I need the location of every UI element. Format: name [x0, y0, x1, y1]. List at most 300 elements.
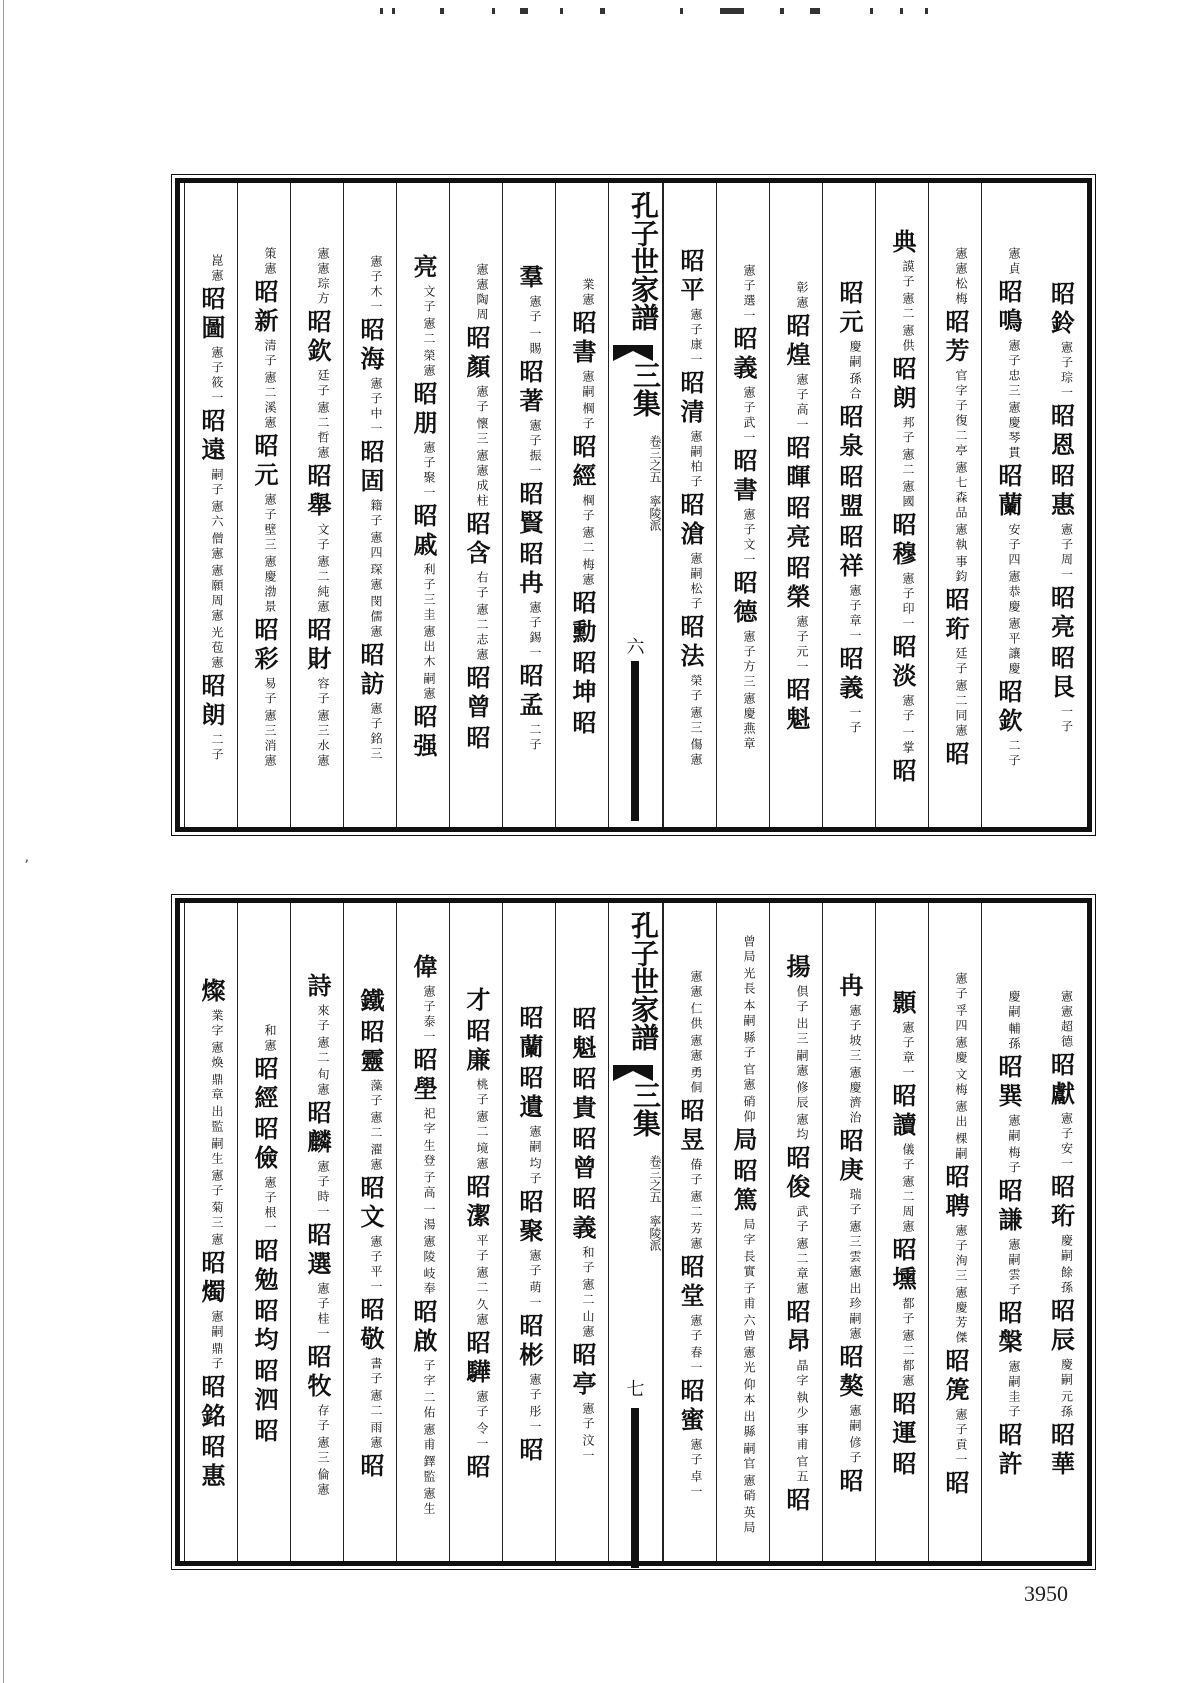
lineage-note: 山憲 — [581, 1310, 595, 1340]
column-entries — [397, 191, 449, 825]
lineage-note: 來子 — [316, 1003, 330, 1034]
lineage-note: 憲子 — [475, 1390, 489, 1420]
person-name: 昭新 — [250, 279, 279, 337]
person-name: 昭華 — [1046, 1422, 1076, 1480]
lineage-note: 廷子 — [954, 646, 968, 677]
person-name: 昭含 — [462, 510, 491, 569]
genealogy-column — [555, 903, 608, 1561]
person-name: 昭啟 — [409, 1298, 438, 1357]
person-name: 昭泉 — [835, 404, 864, 462]
person-name: 昭曾 — [462, 664, 491, 723]
lineage-note: 棡子 — [581, 401, 595, 432]
lineage-note: 汶一 — [581, 1434, 595, 1464]
genealogy-column — [663, 183, 716, 827]
lineage-note: 嗣憲 — [422, 672, 436, 702]
edition-label: 三集 — [629, 1081, 662, 1137]
lineage-note: 憲生 — [422, 1486, 436, 1517]
person-name: 冉 — [835, 973, 864, 1002]
lineage-note: 二佑 — [422, 1390, 436, 1421]
lineage-note: 憲憲成柱 — [475, 448, 489, 509]
genealogy-column — [290, 903, 343, 1561]
lineage-note: 憲二 — [369, 1389, 383, 1419]
genealogy-column — [822, 903, 875, 1561]
column-entries — [291, 911, 343, 1559]
lineage-note: 子字 — [422, 1358, 436, 1389]
book-title: 孔子世家譜 — [627, 191, 660, 331]
lineage-note: 憲二 — [581, 525, 595, 556]
person-name: 昭惠 — [1046, 463, 1076, 521]
genealogy-column — [343, 183, 396, 827]
person-name: 昭庚 — [835, 1128, 864, 1186]
lineage-note: 一掌 — [901, 726, 915, 756]
person-name: 典 — [888, 229, 917, 258]
person-name: 昭義 — [568, 1186, 597, 1244]
lineage-note: 出監 — [210, 1105, 224, 1135]
genealogy-column — [822, 183, 875, 827]
lineage-note: 憲二 — [901, 292, 915, 322]
person-name: 昭壎 — [888, 1237, 917, 1295]
lineage-note: 憲三 — [316, 1435, 330, 1466]
lineage-note: 子甫 — [742, 1281, 756, 1312]
lineage-note: 平子 — [475, 1234, 489, 1264]
person-name: 昭 — [250, 1417, 279, 1447]
genealogy-column — [928, 183, 981, 827]
genealogy-column — [343, 903, 396, 1561]
lineage-note: 憲憲 — [689, 1034, 703, 1064]
lineage-note: 令一 — [475, 1422, 489, 1452]
person-name: 昭海 — [356, 316, 385, 375]
person-name: 昭魁 — [568, 1006, 597, 1064]
person-name: 亮 — [409, 254, 438, 283]
lineage-note: 憲均 — [795, 1113, 809, 1143]
fishtail-mark — [613, 1065, 653, 1081]
lineage-note: 光長 — [742, 966, 756, 997]
person-name: 昭訪 — [356, 641, 385, 700]
lineage-note: 憲子 — [475, 384, 489, 415]
lineage-note: 憲子平一 — [369, 1235, 383, 1295]
genealogy-column — [502, 903, 555, 1561]
lineage-note: 文子 — [422, 285, 436, 315]
column-entries — [823, 191, 875, 825]
lineage-note: 仰本 — [742, 1377, 756, 1408]
genealogy-column — [237, 903, 290, 1561]
lineage-note: 清子 — [263, 339, 277, 369]
lineage-note: 僧憲 — [210, 531, 224, 562]
lineage-note: 憲子元一 — [795, 615, 809, 675]
lineage-note: 偆子 — [689, 1158, 703, 1188]
column-entries — [344, 911, 396, 1559]
lineage-note: 憲子泰一 — [422, 984, 436, 1045]
person-name: 昭辰 — [1046, 1298, 1076, 1356]
lineage-note: 憲子桂一 — [316, 1281, 330, 1342]
lineage-note: 嗣子 — [210, 467, 224, 498]
person-name: 昭朋 — [409, 381, 438, 439]
person-name: 詩 — [303, 972, 332, 1002]
column-entries — [185, 191, 237, 825]
column-entries — [503, 191, 555, 825]
lineage-note: 憲子 — [528, 294, 542, 325]
person-name: 昭彬 — [515, 1312, 544, 1371]
lineage-note: 均子 — [528, 1156, 542, 1187]
column-entries — [556, 911, 608, 1559]
lineage-note: 憲二 — [901, 448, 915, 478]
lineage-note: 廷子 — [316, 369, 330, 399]
person-name: 昭 — [782, 1487, 811, 1516]
column-entries — [503, 911, 555, 1559]
lineage-note: 憲子坡三 — [848, 1004, 862, 1064]
lineage-note: 一湯 — [422, 1202, 436, 1233]
fishtail-bar — [631, 1408, 639, 1568]
person-name: 昭貴 — [568, 1066, 597, 1124]
genealogy-column — [769, 183, 822, 827]
lineage-note: 慶嗣 — [848, 340, 862, 370]
person-name: 昭煌 — [782, 313, 811, 371]
lineage-note: 憲甫 — [422, 1422, 436, 1453]
genealogy-column — [1034, 903, 1087, 1561]
lineage-note: 憲三雲憲 — [848, 1220, 862, 1280]
person-name: 昭勳 — [568, 589, 597, 648]
person-name: 昭固 — [356, 438, 385, 497]
genealogy-column — [981, 903, 1034, 1561]
lineage-note: 長實 — [742, 1249, 756, 1280]
lineage-note: 憲子文一 — [742, 508, 756, 568]
person-name: 昭鈴 — [1046, 281, 1076, 339]
lineage-note: 和憲 — [263, 1023, 277, 1054]
lineage-note: 偐子 — [848, 1436, 862, 1466]
person-name: 昭廉 — [462, 1018, 491, 1076]
lineage-note: 憲子安一 — [1059, 1112, 1074, 1172]
person-name: 昭敬 — [356, 1297, 385, 1355]
lineage-note: 二子 — [528, 722, 542, 753]
person-name: 昭壆 — [409, 1046, 438, 1105]
person-name: 偉 — [409, 953, 438, 983]
lineage-note: 憲三水憲 — [316, 709, 330, 769]
lineage-note: 執少 — [795, 1391, 809, 1421]
lineage-note: 憲憲陶周 — [475, 262, 489, 323]
column-entries — [823, 911, 875, 1559]
genealogy-column — [290, 183, 343, 827]
lineage-note: 憲子 — [581, 1402, 595, 1432]
lineage-note: 憲二 — [475, 1110, 489, 1140]
lineage-note: 嗣憲 — [795, 1049, 809, 1079]
lineage-note: 萌一 — [528, 1280, 542, 1311]
genealogy-column — [396, 903, 449, 1561]
column-entries — [185, 911, 237, 1559]
lineage-note: 憲慶燕章 — [742, 692, 756, 752]
column-entries — [770, 191, 822, 825]
person-name: 昭冉 — [515, 540, 544, 599]
lineage-note: 謨子 — [901, 260, 915, 290]
lineage-note: 縣子 — [742, 1030, 756, 1061]
genealogy-column — [928, 903, 981, 1561]
lineage-note: 憲三 — [689, 706, 703, 736]
lineage-note: 境憲 — [475, 1142, 489, 1172]
person-name: 昭燭 — [197, 1250, 226, 1308]
person-name: 昭惠 — [197, 1434, 226, 1492]
person-name: 昭昂 — [782, 1299, 811, 1357]
person-name: 昭强 — [409, 704, 438, 762]
column-entries — [929, 191, 981, 825]
lineage-note: 憲子 — [689, 1314, 703, 1344]
lineage-note: 書子 — [369, 1357, 383, 1387]
lineage-note: 憲子聚一 — [422, 441, 436, 501]
genealogy-column — [875, 183, 928, 827]
lineage-note: 憲子木一 — [369, 254, 383, 315]
person-name: 昭篤 — [729, 1157, 758, 1216]
person-name: 昭清 — [676, 370, 705, 428]
person-name: 昭賢 — [515, 480, 544, 539]
lineage-note: 憲二 — [369, 1111, 383, 1141]
scan-page-edge — [3, 0, 4, 1683]
person-name: 昭著 — [515, 358, 544, 417]
person-name: 昭獒 — [835, 1344, 864, 1402]
lineage-note: 憲慶濟治 — [848, 1066, 862, 1126]
lineage-note: 慶嗣 — [1007, 990, 1021, 1020]
column-entries — [717, 191, 769, 825]
genealogy-block-upper — [175, 178, 1092, 832]
lineage-note: 憲四 — [369, 530, 383, 561]
lineage-note: 和子 — [581, 1246, 595, 1276]
lineage-note: 憲 — [210, 1233, 224, 1248]
lineage-note: 憲出 — [954, 1099, 968, 1130]
person-name: 昭祥 — [835, 524, 864, 582]
person-name: 昭驊 — [462, 1330, 491, 1388]
person-name: 昭遺 — [515, 1064, 544, 1123]
person-name: 昭 — [462, 1454, 491, 1483]
person-name: 昭巽 — [994, 1054, 1023, 1112]
lineage-note: 二子 — [210, 732, 224, 763]
lineage-note: 一子 — [1059, 705, 1074, 735]
lineage-note: 憲出木 — [422, 625, 436, 670]
lineage-note: 鼎章 — [210, 1073, 224, 1103]
lineage-note: 憲子貢一 — [954, 1407, 968, 1468]
lineage-note: 憲憲超德 — [1059, 990, 1074, 1050]
volume-label — [609, 1155, 662, 1251]
lineage-note: 憲二 — [475, 1266, 489, 1296]
person-name: 昭均 — [250, 1297, 279, 1356]
lineage-note: 籍子 — [369, 498, 383, 529]
lineage-note: 憲二 — [316, 1035, 330, 1066]
lineage-note: 英局 — [742, 1505, 756, 1536]
lineage-note: 憲子周一 — [1059, 523, 1074, 583]
person-name: 昭法 — [676, 614, 705, 672]
lineage-note: 憲嗣圭子 — [1007, 1360, 1021, 1420]
person-name: 羣 — [515, 263, 544, 293]
lineage-note: 憲子章一 — [901, 1021, 915, 1081]
lineage-note: 憲慶 — [954, 1035, 968, 1066]
lineage-note: 憲慶渤景 — [263, 555, 277, 615]
edition-label: 三集 — [629, 361, 662, 417]
lineage-note: 事鈞 — [954, 554, 968, 585]
person-name: 昭魁 — [782, 677, 811, 735]
person-name: 昭元 — [250, 433, 279, 491]
lineage-note: 憲子 — [901, 694, 915, 724]
lineage-note: 憲願周憲 — [210, 563, 224, 624]
lineage-note: 嗣官 — [742, 1441, 756, 1472]
lineage-note: 憲子銘三 — [369, 701, 383, 762]
lineage-note: 慶嗣 — [1059, 1234, 1074, 1264]
person-name: 昭勉 — [250, 1237, 279, 1296]
person-name: 昭朗 — [888, 356, 917, 414]
column-entries — [664, 911, 716, 1559]
lineage-note: 春一 — [689, 1346, 703, 1376]
lineage-note: 憲子高一 — [795, 373, 809, 433]
person-name: 昭滄 — [676, 492, 705, 550]
lineage-note: 勇侗 — [689, 1066, 703, 1096]
person-name: 昭書 — [729, 448, 758, 506]
lineage-note: 憲嗣松子 — [689, 552, 703, 612]
person-name: 鐵 — [356, 988, 385, 1017]
leaf-number: 七 — [626, 1379, 645, 1400]
person-name: 昭彩 — [250, 617, 279, 675]
scan-speck: ʼ — [24, 858, 29, 874]
person-name: 昭德 — [729, 570, 758, 628]
lineage-note: 晶字 — [795, 1359, 809, 1389]
lineage-note: 卓一 — [689, 1470, 703, 1500]
lineage-note: 憲嗣柏子 — [689, 430, 703, 490]
person-name: 昭選 — [303, 1221, 332, 1280]
center-title-column — [608, 903, 663, 1561]
person-name: 昭泗 — [250, 1357, 279, 1416]
lineage-note: 傷憲 — [689, 738, 703, 768]
person-name: 昭戚 — [409, 503, 438, 561]
genealogy-block-lower — [175, 898, 1092, 1566]
lineage-note: 文梅 — [954, 1067, 968, 1098]
person-name: 昭 — [835, 1468, 864, 1497]
person-name: 昭榮 — [782, 555, 811, 613]
genealogy-column — [237, 183, 290, 827]
person-name: 昭蘭 — [515, 1004, 544, 1063]
lineage-note: 鐸監 — [422, 1454, 436, 1485]
lineage-note: 生登 — [422, 1138, 436, 1169]
lineage-note: 憲子忠三 — [1007, 339, 1021, 399]
lineage-note: 憲平讓慶 — [1007, 617, 1021, 677]
lineage-note: 濯憲 — [369, 1143, 383, 1173]
lineage-note: 憲貞 — [1007, 247, 1021, 277]
center-title-column — [608, 183, 663, 827]
lineage-note: 憲子筱一 — [210, 345, 224, 406]
lineage-note: 嗣生 — [210, 1137, 224, 1167]
genealogy-column — [449, 183, 502, 827]
person-name: 昭 — [888, 758, 917, 787]
lineage-note: 文子 — [316, 523, 330, 553]
lineage-note: 憲嗣 — [210, 1310, 224, 1340]
lineage-note: 子高 — [422, 1170, 436, 1201]
person-name: 昭 — [941, 1469, 970, 1499]
column-entries — [556, 191, 608, 825]
lineage-note: 憲子洵三 — [954, 1223, 968, 1284]
person-name: 昭聚 — [515, 1188, 544, 1247]
lineage-note: 孚四 — [954, 1003, 968, 1034]
genealogy-column — [502, 183, 555, 827]
column-entries — [982, 911, 1034, 1559]
person-name: 昭欽 — [303, 309, 332, 367]
lineage-note: 桃子 — [475, 1078, 489, 1108]
lineage-note: 憲二都憲 — [901, 1329, 915, 1389]
person-name: 昭 — [356, 1453, 385, 1482]
genealogy-column — [875, 903, 928, 1561]
person-name: 昭昱 — [676, 1098, 705, 1156]
lineage-note: 利子三圭 — [422, 563, 436, 623]
person-name: 昭箎 — [941, 1347, 970, 1406]
column-entries — [929, 911, 981, 1559]
lineage-note: 藻子 — [369, 1079, 383, 1109]
lineage-note: 憲憲 — [689, 970, 703, 1000]
lineage-note: 憲嗣 — [528, 1124, 542, 1155]
volume-number: 卷三之五 — [648, 435, 662, 483]
lineage-note: 憲二 — [422, 317, 436, 347]
lineage-note: 孫合 — [848, 372, 862, 402]
column-entries — [876, 911, 928, 1559]
lineage-note: 憲子中一 — [369, 376, 383, 437]
person-name: 昭義 — [729, 326, 758, 384]
lineage-note: 憲子武一 — [742, 386, 756, 446]
lineage-note: 憲供 — [901, 324, 915, 354]
lineage-note: 閔儒憲 — [369, 594, 383, 640]
book-title: 孔子世家譜 — [627, 911, 660, 1051]
person-name: 昭鳴 — [994, 279, 1023, 337]
lineage-note: 雨憲 — [369, 1421, 383, 1451]
lineage-note: 存子 — [316, 1403, 330, 1434]
person-name: 燦 — [197, 978, 226, 1007]
person-name: 昭圖 — [197, 285, 226, 344]
person-name: 昭 — [462, 724, 491, 754]
volume-number: 卷三之五 — [648, 1155, 662, 1203]
lineage-note: 策憲 — [263, 247, 277, 277]
lineage-note: 儀子 — [901, 1143, 915, 1173]
lineage-note: 榮子 — [689, 674, 703, 704]
lineage-note: 憲子 — [210, 1169, 224, 1199]
lineage-note: 出三 — [795, 1017, 809, 1047]
lineage-note: 憲二 — [581, 1278, 595, 1308]
scan-artifact-top — [380, 6, 940, 16]
lineage-note: 憲三消憲 — [263, 709, 277, 769]
lineage-note: 倶子 — [795, 985, 809, 1015]
person-name: 昭顏 — [462, 324, 491, 383]
lineage-note: 輔孫 — [1007, 1022, 1021, 1052]
lineage-note: 出縣 — [742, 1409, 756, 1440]
column-entries — [238, 911, 290, 1559]
lineage-note: 局字 — [742, 1217, 756, 1248]
person-name: 昭 — [568, 709, 597, 739]
lineage-note: 憲二 — [689, 1190, 703, 1220]
person-name: 昭俊 — [782, 1145, 811, 1203]
lineage-note: 懷三 — [475, 416, 489, 447]
person-name: 局 — [729, 1126, 758, 1156]
lineage-note: 憲子時一 — [316, 1159, 330, 1220]
lineage-note: 武子 — [795, 1205, 809, 1235]
lineage-note: 梅子 — [1007, 1146, 1021, 1176]
column-entries — [664, 191, 716, 825]
person-name: 昭靈 — [356, 1019, 385, 1077]
person-name: 昭孟 — [515, 662, 544, 721]
genealogy-column — [716, 183, 769, 827]
lineage-note: 六曾 — [742, 1313, 756, 1344]
lineage-note: 憲二章憲 — [795, 1237, 809, 1297]
person-name: 昭堂 — [676, 1254, 705, 1312]
lineage-note: 棡子 — [581, 493, 595, 524]
person-name: 昭舉 — [303, 463, 332, 521]
person-name: 昭坤 — [568, 649, 597, 708]
genealogy-column — [663, 903, 716, 1561]
lineage-note: 憲子 — [528, 1248, 542, 1279]
genealogy-column — [184, 183, 237, 827]
lineage-note: 憲硝 — [742, 1473, 756, 1504]
lineage-note: 餘孫 — [1059, 1266, 1074, 1296]
branch-name: 寧陵派 — [648, 495, 662, 531]
lineage-note: 憲子康一 — [689, 308, 703, 368]
lineage-note: 憲國 — [901, 480, 915, 510]
